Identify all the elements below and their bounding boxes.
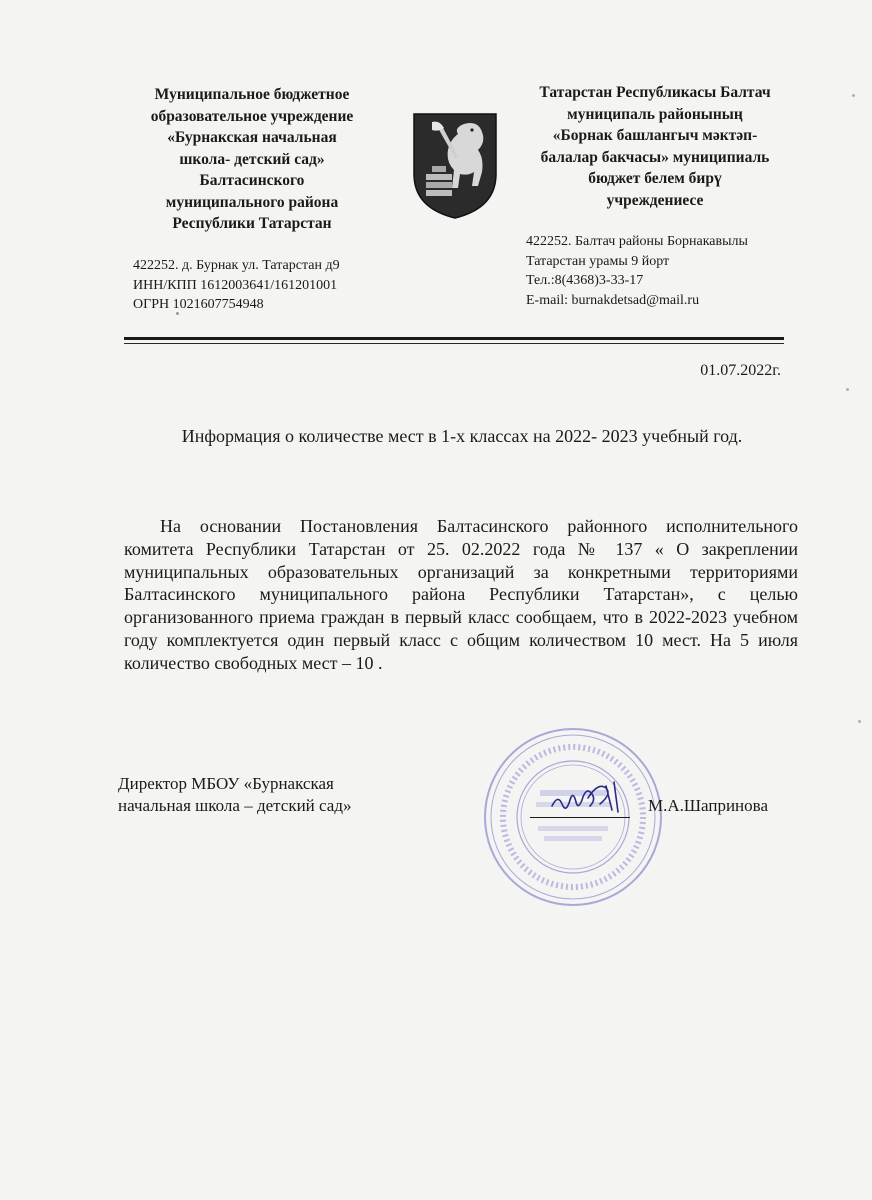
left-org-line: Муниципальное бюджетное bbox=[154, 86, 350, 103]
left-org-line: образовательное учреждение bbox=[150, 107, 354, 125]
signatory-name: М.А.Шапринова bbox=[648, 796, 769, 815]
right-address-line: 422252. Балтач районы Борнакавылы bbox=[526, 234, 748, 249]
scan-speck bbox=[858, 720, 861, 723]
document-body: На основании Постановления Балтасинского районного исполнительного комитета Республики Татарстан от 25. 02.2022 года № 137 « О закреплении муниципальных образовательных организаций за конкретными территориями Балтасинского муниципального района Республики Татарстан», с целью организованного приема граждан в первый класс сообщаем, что в 2022-2023 учебном году комплектуется один первый класс с общим количеством 10 мест. На 5 июля количество свободных мест – 10 . bbox=[124, 516, 798, 673]
document-title: Информация о количестве мест в 1-х классах на 2022- 2023 учебный год. bbox=[181, 426, 743, 446]
right-org-line: «Борнак башлангыч мәктәп- bbox=[552, 127, 758, 144]
right-org-line: муниципаль районының bbox=[567, 105, 743, 123]
right-address bbox=[526, 232, 748, 310]
right-org-name bbox=[516, 82, 794, 211]
signatory-title-line: начальная школа – детский сад» bbox=[118, 796, 352, 815]
right-org-line: Татарстан Республикасы Балтач bbox=[539, 84, 771, 101]
header-divider bbox=[124, 337, 784, 340]
left-address-line: ОГРН 1021607754948 bbox=[133, 297, 264, 312]
left-org-name bbox=[128, 84, 376, 235]
right-address-line: Тел.:8(4368)3-33-17 bbox=[526, 273, 644, 288]
left-org-line: муниципального района bbox=[165, 193, 339, 211]
right-address-line: E-mail: burnakdetsad@mail.ru bbox=[526, 292, 700, 308]
signatory-title-line: Директор МБОУ «Бурнакская bbox=[118, 774, 334, 793]
header-divider-thin bbox=[124, 343, 784, 344]
left-org-line: Балтасинского bbox=[199, 172, 305, 189]
handwritten-signature-icon bbox=[548, 778, 628, 820]
left-address-line: ИНН/КПП 1612003641/161201001 bbox=[133, 277, 338, 293]
left-org-line: «Бурнакская начальная bbox=[167, 129, 337, 146]
right-address-line: Татарстан урамы 9 йорт bbox=[526, 253, 670, 269]
left-org-line: школа- детский сад» bbox=[179, 150, 325, 168]
left-org-line: Республики Татарстан bbox=[172, 215, 332, 232]
right-org-line: бюджет белем бирү bbox=[588, 170, 722, 187]
right-org-line: учреждениесе bbox=[606, 191, 704, 209]
scan-speck bbox=[176, 312, 179, 315]
coat-of-arms-bear-icon bbox=[412, 112, 498, 220]
left-address bbox=[133, 256, 340, 315]
document-date: 01.07.2022г. bbox=[700, 362, 781, 379]
scan-speck bbox=[852, 94, 855, 97]
signature-line bbox=[530, 817, 630, 818]
scan-speck bbox=[846, 388, 849, 391]
right-org-line: балалар бакчасы» муниципиаль bbox=[540, 148, 770, 166]
left-address-line: 422252. д. Бурнак ул. Татарстан д9 bbox=[133, 258, 340, 273]
signatory-title bbox=[118, 773, 351, 817]
